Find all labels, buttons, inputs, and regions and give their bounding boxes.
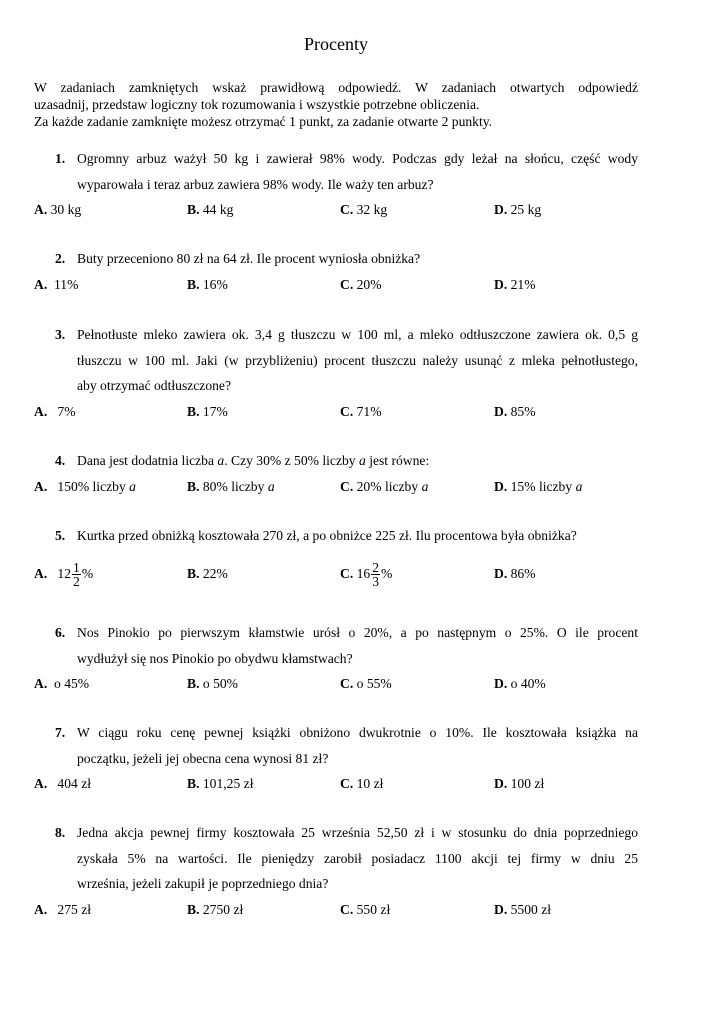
question-2-text (55, 246, 638, 272)
question-line: Pełnotłuste mleko zawiera ok. 3,4 g tłuszczu w 100 ml, a mleko odtłuszczone zawiera ok. 0,5 g (77, 327, 638, 342)
question-number: 3. (55, 327, 66, 342)
question-1 (0, 146, 724, 223)
question-5-text (55, 523, 638, 549)
answer-c[interactable]: C. 550 zł (340, 901, 391, 917)
fraction: $\frac{1}{2}$ (73, 559, 80, 589)
question-line: Jedna akcja pewnej firmy kosztowała 25 września 52,50 zł i w stosunku do dnia poprzedniego (77, 825, 638, 840)
answer-c[interactable]: C. 16 $\frac{2}{3}$ % (340, 559, 393, 589)
answer-d[interactable]: D. 25 kg (494, 202, 542, 217)
question-line: początku, jeżeli jej obecna cena wynosi 81 zł? (77, 750, 329, 766)
answer-d[interactable]: D. 100 zł (494, 776, 545, 791)
answer-a[interactable]: A. 30 kg (34, 202, 82, 217)
question-line: Ogromny arbuz ważył 50 kg i zawierał 98% wody. Podczas gdy leżał na słońcu, część wody (77, 151, 638, 166)
question-6 (0, 620, 724, 697)
question-8 (0, 820, 724, 923)
question-number: 8. (55, 825, 66, 840)
answer-options (0, 897, 724, 923)
question-3-text (55, 322, 638, 399)
page-title: Procenty (304, 34, 368, 54)
answer-a[interactable]: A. 150% liczby a (34, 478, 136, 494)
answer-b[interactable]: B. 101,25 zł (187, 776, 254, 791)
answer-c[interactable]: C. o 55% (340, 676, 392, 691)
answer-b[interactable]: B. 22% (187, 565, 228, 581)
question-line: Dana jest dodatnia liczba a. Czy 30% z 50% liczby a jest równe: (77, 453, 430, 468)
answer-b[interactable]: B. 16% (187, 276, 228, 292)
question-line: Buty przeceniono 80 zł na 64 zł. Ile procent wyniosła obniżka? (77, 251, 421, 266)
answer-b[interactable]: B. 44 kg (187, 202, 234, 217)
answer-a[interactable]: A. 11% (34, 276, 79, 292)
question-1-text (55, 146, 638, 197)
answer-a[interactable]: A. 12 $\frac{1}{2}$ % (34, 559, 94, 589)
question-line: tłuszczu w 100 ml. Jaki (w przybliżeniu) procent tłuszczu należy usunąć z mleka pełnotłustego, (77, 352, 638, 368)
answer-b[interactable]: B. 17% (187, 403, 228, 419)
answer-c[interactable]: C. 20% liczby a (340, 478, 429, 494)
question-7 (0, 720, 724, 797)
question-line: Kurtka przed obniżką kosztowała 270 zł, a po obniżce 225 zł. Ilu procentowa była obniżka? (77, 528, 577, 543)
question-number: 4. (55, 453, 66, 468)
fraction: $\frac{2}{3}$ (372, 559, 380, 589)
answer-options (0, 197, 724, 223)
question-line: wyparowała i teraz arbuz zawiera 98% wody. Ile waży ten arbuz? (77, 176, 434, 192)
question-number: 1. (55, 151, 66, 166)
answer-d[interactable]: D. o 40% (494, 676, 546, 691)
answer-options (0, 671, 724, 697)
instructions-line-3: Za każde zadanie zamknięte możesz otrzymać 1 punkt, za zadanie otwarte 2 punkty. (34, 114, 493, 129)
answer-a[interactable]: A. 404 zł (34, 776, 92, 791)
question-8-text (55, 820, 638, 897)
instructions-line-2: uzasadnij, przedstaw logiczny tok rozumowania i wszystkie potrzebne obliczenia. (34, 97, 480, 112)
answer-options (0, 553, 724, 599)
answer-c[interactable]: C. 71% (340, 403, 382, 419)
instructions (34, 79, 638, 130)
question-4 (0, 448, 724, 500)
answer-c[interactable]: C. 10 zł (340, 776, 384, 791)
answer-b[interactable]: B. 80% liczby a (187, 478, 275, 494)
question-line: aby otrzymać odtłuszczone? (77, 378, 231, 393)
answer-d[interactable]: D. 5500 zł (494, 901, 552, 917)
question-4-text (55, 448, 638, 474)
answer-c[interactable]: C. 20% (340, 276, 382, 292)
answer-c[interactable]: C. 32 kg (340, 202, 388, 217)
question-line: wydłużył się nos Pinokio po obydwu kłamstwach? (77, 650, 353, 666)
answer-d[interactable]: D. 86% (494, 565, 536, 581)
question-number: 2. (55, 251, 66, 266)
question-2 (0, 246, 724, 298)
instructions-line-1: W zadaniach zamkniętych wskaż prawidłową odpowiedź. W zadaniach otwartych odpowiedź (34, 80, 638, 95)
answer-b[interactable]: B. 2750 zł (187, 901, 244, 917)
question-line: W ciągu roku cenę pewnej książki obniżono dwukrotnie o 10%. Ile kosztowała książka na (77, 725, 638, 740)
question-line: zyskała 5% na wartości. Ile pieniędzy zarobił posiadacz 1100 akcji tej firmy w dniu 25 (77, 850, 638, 866)
answer-options (0, 474, 724, 500)
question-number: 7. (55, 725, 66, 740)
question-6-text (55, 620, 638, 671)
question-number: 5. (55, 528, 66, 543)
answer-a[interactable]: A. o 45% (34, 676, 90, 691)
answer-d[interactable]: D. 15% liczby a (494, 478, 583, 494)
answer-options (0, 399, 724, 425)
answer-b[interactable]: B. o 50% (187, 676, 238, 691)
answer-options (0, 771, 724, 797)
answer-a[interactable]: A. 7% (34, 403, 76, 419)
answer-d[interactable]: D. 21% (494, 276, 536, 292)
answer-a[interactable]: A. 275 zł (34, 901, 92, 917)
question-line: września, jeżeli zakupił je poprzedniego dnia? (77, 876, 329, 891)
question-7-text (55, 720, 638, 771)
answer-options (0, 272, 724, 298)
answer-d[interactable]: D. 85% (494, 403, 536, 419)
question-line: Nos Pinokio po pierwszym kłamstwie urósł o 20%, a po następnym o 25%. O ile procent (77, 625, 638, 640)
question-number: 6. (55, 625, 66, 640)
question-3 (0, 322, 724, 425)
question-5 (0, 523, 724, 599)
